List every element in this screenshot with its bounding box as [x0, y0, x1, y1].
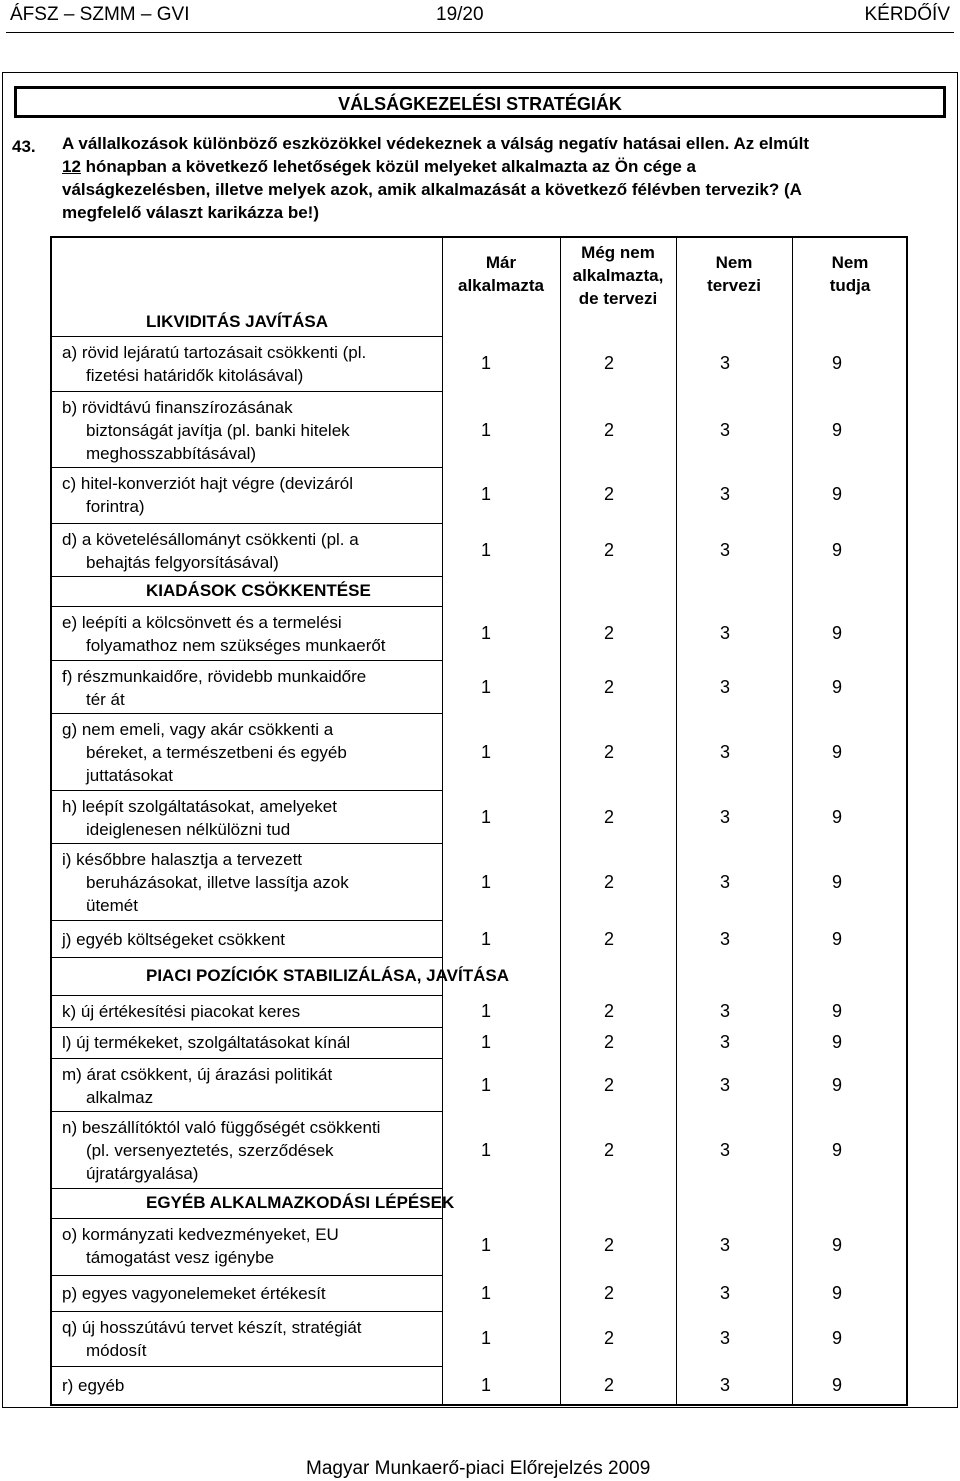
answer-code-3[interactable]: 3: [719, 1374, 730, 1395]
header-right: KÉRDŐÍV: [864, 4, 950, 25]
item-text-line: ideiglenesen nélkülözni tud: [86, 820, 291, 839]
answer-code-9[interactable]: 9: [831, 1139, 842, 1160]
item-text-line: (pl. versenyeztetés, szerződések: [86, 1141, 334, 1160]
answer-code-9[interactable]: 9: [831, 1374, 842, 1395]
answer-code-3[interactable]: 3: [719, 807, 730, 827]
item-text-line: m) árat csökkent, új árazási politikát: [62, 1065, 333, 1084]
answer-code-3[interactable]: 3: [719, 1328, 730, 1348]
question-item: [62, 396, 437, 465]
answer-code-1[interactable]: 1: [480, 419, 491, 440]
answer-code-2[interactable]: 2: [603, 484, 614, 504]
column-header-nem-tudja: Nem tudja: [829, 253, 871, 295]
row-divider: [50, 606, 442, 607]
answer-code-3[interactable]: 3: [719, 677, 730, 697]
item-text-line: c) hitel-konverziót hajt végre (devizáról: [62, 474, 354, 493]
answer-code-9[interactable]: 9: [831, 1075, 842, 1095]
answer-code-3[interactable]: 3: [719, 1282, 730, 1303]
row-divider: [50, 576, 442, 577]
item-text-line: k) új értékesítési piacokat keres: [62, 1002, 301, 1021]
section-heading-likviditas: LIKVIDITÁS JAVÍTÁSA: [146, 312, 328, 331]
answer-code-9[interactable]: 9: [831, 807, 842, 827]
answer-code-9[interactable]: 9: [831, 1235, 842, 1255]
column-divider: [560, 236, 561, 1406]
item-text-line: béreket, a természetbeni és egyéb: [86, 743, 347, 762]
item-text-line: p) egyes vagyonelemeket értékesít: [62, 1284, 326, 1303]
answer-code-9[interactable]: 9: [831, 353, 842, 373]
question-item: [62, 1063, 437, 1109]
answer-code-3[interactable]: 3: [719, 1139, 730, 1160]
column-divider: [442, 236, 443, 1406]
item-text-line: j) egyéb költségeket csökkent: [62, 930, 286, 949]
answer-code-1[interactable]: 1: [480, 1235, 491, 1255]
answer-code-9[interactable]: 9: [831, 741, 842, 762]
item-text-line: fizetési határidők kitolásával): [86, 366, 304, 385]
answer-code-1[interactable]: 1: [480, 484, 491, 504]
answer-code-3[interactable]: 3: [719, 484, 730, 504]
row-divider: [50, 843, 442, 844]
item-text-line: g) nem emeli, vagy akár csökkenti a: [62, 720, 334, 739]
question-underlined-number: 12: [62, 157, 81, 176]
answer-code-2[interactable]: 2: [603, 741, 614, 762]
answer-code-9[interactable]: 9: [831, 623, 842, 643]
item-text-line: n) beszállítóktól való függőségét csökkenti: [62, 1118, 381, 1137]
column-header-meg-nem-alkalmazta: Még nem alkalmazta, de tervezi: [572, 243, 664, 308]
row-divider: [50, 660, 442, 661]
answer-code-1[interactable]: 1: [480, 1374, 491, 1395]
answer-code-2[interactable]: 2: [603, 928, 614, 949]
answer-code-2[interactable]: 2: [603, 807, 614, 827]
question-item: [62, 528, 437, 574]
answer-code-1[interactable]: 1: [480, 1139, 491, 1160]
answer-code-2[interactable]: 2: [603, 540, 614, 560]
answer-code-3[interactable]: 3: [719, 741, 730, 762]
section-title: VÁLSÁGKEZELÉSI STRATÉGIÁK: [338, 94, 622, 114]
answer-code-3[interactable]: 3: [719, 871, 730, 892]
answer-code-2[interactable]: 2: [603, 1235, 614, 1255]
item-text-line: f) részmunkaidőre, rövidebb munkaidőre: [62, 667, 367, 686]
answer-code-1[interactable]: 1: [480, 807, 491, 827]
question-line-4: megfelelő választ karikázza be!): [62, 203, 320, 222]
answer-code-2[interactable]: 2: [603, 1031, 614, 1052]
question-item: [62, 718, 437, 787]
question-item: [62, 1031, 437, 1054]
answer-code-2[interactable]: 2: [603, 1000, 614, 1021]
question-item: [62, 611, 437, 657]
row-divider: [50, 1188, 442, 1189]
column-header-nem-tervezi: Nem tervezi: [707, 253, 761, 295]
answer-code-9[interactable]: 9: [831, 1000, 842, 1021]
answer-code-9[interactable]: 9: [831, 1031, 842, 1052]
question-item: [62, 341, 437, 387]
answer-code-1[interactable]: 1: [480, 540, 491, 560]
row-divider: [50, 1366, 442, 1367]
row-divider: [50, 1275, 442, 1276]
question-item: [62, 665, 437, 711]
answer-code-2[interactable]: 2: [603, 623, 614, 643]
item-text-line: beruházásokat, illetve lassítja azok: [86, 873, 349, 892]
answer-code-2[interactable]: 2: [603, 419, 614, 440]
answer-code-2[interactable]: 2: [603, 1374, 614, 1395]
answer-code-1[interactable]: 1: [480, 353, 491, 373]
item-text-line: juttatásokat: [86, 766, 173, 785]
question-line-1: A vállalkozások különböző eszközökkel védekeznek a válság negatív hatásai ellen. Az elmúlt: [62, 134, 810, 153]
answer-code-3[interactable]: 3: [719, 353, 730, 373]
item-text-line: a) rövid lejáratú tartozásait csökkenti (pl.: [62, 343, 367, 362]
section-heading-egyeb: EGYÉB ALKALMAZKODÁSI LÉPÉSEK: [146, 1193, 455, 1212]
column-header-mar-alkalmazta: Már alkalmazta: [458, 253, 544, 295]
answer-code-1[interactable]: 1: [480, 1031, 491, 1052]
answer-code-2[interactable]: 2: [603, 1075, 614, 1095]
row-divider: [50, 995, 442, 996]
item-text-line: biztonságát javítja (pl. banki hitelek: [86, 421, 350, 440]
row-divider: [50, 523, 442, 524]
column-divider: [792, 236, 793, 1406]
column-divider: [676, 236, 677, 1406]
page-number: 19/20: [436, 4, 484, 25]
footer-text: Magyar Munkaerő-piaci Előrejelzés 2009: [306, 1458, 651, 1479]
answer-code-9[interactable]: 9: [831, 928, 842, 949]
answer-code-3[interactable]: 3: [719, 928, 730, 949]
answer-code-3[interactable]: 3: [719, 623, 730, 643]
answer-code-2[interactable]: 2: [603, 1282, 614, 1303]
item-text-line: i) későbbre halasztja a tervezett: [62, 850, 303, 869]
item-text-line: forintra): [86, 497, 145, 516]
question-item: [62, 472, 437, 518]
item-text-line: l) új termékeket, szolgáltatásokat kínál: [62, 1033, 351, 1052]
item-text-line: h) leépít szolgáltatásokat, amelyeket: [62, 797, 337, 816]
answer-code-2[interactable]: 2: [603, 871, 614, 892]
answer-code-1[interactable]: 1: [480, 623, 491, 643]
answer-code-2[interactable]: 2: [603, 353, 614, 373]
item-text-line: támogatást vesz igénybe: [86, 1248, 275, 1267]
answer-code-1[interactable]: 1: [480, 1282, 491, 1303]
question-item: [62, 1282, 437, 1305]
answer-code-2[interactable]: 2: [603, 677, 614, 697]
row-divider: [50, 1111, 442, 1112]
row-divider: [50, 391, 442, 392]
header-left: ÁFSZ – SZMM – GVI: [10, 4, 190, 25]
row-divider: [50, 1311, 442, 1312]
answer-code-1[interactable]: 1: [480, 871, 491, 892]
item-text-line: tér át: [86, 690, 125, 709]
row-divider: [50, 790, 442, 791]
question-line-3: válságkezelésben, illetve melyek azok, amik alkalmazását a következő félévben tervezik? (A: [62, 180, 802, 199]
item-text-line: behajtás felgyorsításával): [86, 553, 279, 572]
item-text-line: újratárgyalása): [86, 1164, 199, 1183]
answer-code-9[interactable]: 9: [831, 540, 842, 560]
item-text-line: d) a követelésállományt csökkenti (pl. a: [62, 530, 359, 549]
item-text-line: e) leépíti a kölcsönvett és a termelési: [62, 613, 342, 632]
section-heading-piaci-poziciok: PIACI POZÍCIÓK STABILIZÁLÁSA, JAVÍTÁSA: [146, 966, 509, 985]
row-divider: [50, 713, 442, 714]
question-item: [62, 848, 437, 917]
answer-code-3[interactable]: 3: [719, 540, 730, 560]
question-text: [62, 132, 950, 224]
question-item: [62, 1000, 437, 1023]
question-item: [62, 1316, 437, 1362]
item-text-line: b) rövidtávú finanszírozásának: [62, 398, 293, 417]
item-text-line: meghosszabbításával): [86, 444, 257, 463]
answer-code-1[interactable]: 1: [480, 928, 491, 949]
question-item: [62, 1374, 437, 1397]
header-divider: [6, 32, 954, 33]
item-text-line: o) kormányzati kedvezményeket, EU: [62, 1225, 339, 1244]
row-divider: [50, 1058, 442, 1059]
item-text-line: q) új hosszútávú tervet készít, stratégiát: [62, 1318, 362, 1337]
row-divider: [50, 920, 442, 921]
answer-code-1[interactable]: 1: [480, 1328, 491, 1348]
item-text-line: r) egyéb: [62, 1376, 125, 1395]
question-number: 43.: [12, 137, 36, 156]
answer-code-9[interactable]: 9: [831, 419, 842, 440]
question-item: [62, 795, 437, 841]
item-text-line: ütemét: [86, 896, 138, 915]
answer-code-3[interactable]: 3: [719, 1075, 730, 1095]
row-divider: [50, 336, 442, 337]
item-text-line: alkalmaz: [86, 1088, 154, 1107]
row-divider: [50, 1027, 442, 1028]
section-heading-kiadasok: KIADÁSOK CSÖKKENTÉSE: [146, 581, 371, 600]
answer-code-1[interactable]: 1: [480, 741, 491, 762]
answer-code-1[interactable]: 1: [480, 677, 491, 697]
answer-code-1[interactable]: 1: [480, 1000, 491, 1021]
row-divider: [50, 467, 442, 468]
question-item: [62, 1116, 437, 1185]
answer-code-3[interactable]: 3: [719, 1235, 730, 1255]
answer-code-2[interactable]: 2: [603, 1139, 614, 1160]
answer-code-2[interactable]: 2: [603, 1328, 614, 1348]
row-divider: [50, 1218, 442, 1219]
row-divider: [50, 957, 442, 958]
answer-code-9[interactable]: 9: [831, 871, 842, 892]
answer-code-1[interactable]: 1: [480, 1075, 491, 1095]
answer-code-3[interactable]: 3: [719, 419, 730, 440]
answer-code-9[interactable]: 9: [831, 484, 842, 504]
question-item: [62, 1223, 437, 1269]
question-item: [62, 928, 437, 951]
answer-code-9[interactable]: 9: [831, 1282, 842, 1303]
answer-code-9[interactable]: 9: [831, 677, 842, 697]
section-title-box: [14, 86, 946, 118]
question-line-2: 12 hónapban a következő lehetőségek közül melyeket alkalmazta az Ön cége a: [62, 157, 697, 176]
answer-code-3[interactable]: 3: [719, 1031, 730, 1052]
item-text-line: folyamathoz nem szükséges munkaerőt: [86, 636, 386, 655]
item-text-line: módosít: [86, 1341, 147, 1360]
answer-code-9[interactable]: 9: [831, 1328, 842, 1348]
answer-code-3[interactable]: 3: [719, 1000, 730, 1021]
